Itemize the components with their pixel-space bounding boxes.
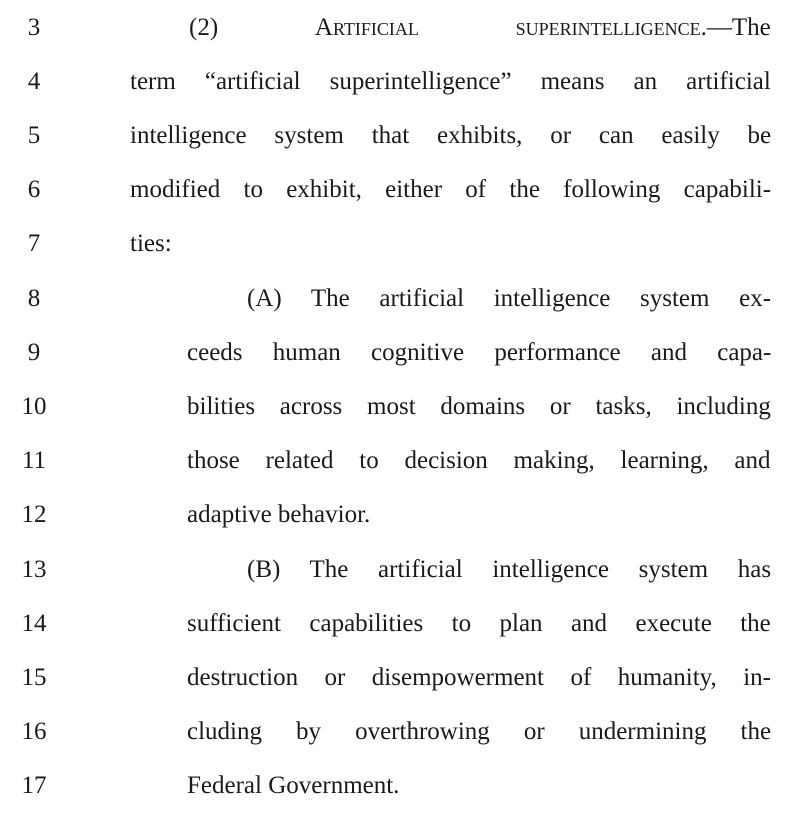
line-number: 13 — [21, 556, 47, 583]
bill-line — [0, 13, 797, 67]
line-number: 11 — [21, 447, 47, 474]
line-text: ceeds human cognitive performance and capa- — [187, 339, 772, 366]
bill-line — [0, 555, 797, 609]
line-text: ties: — [130, 230, 172, 257]
line-text: adaptive behavior. — [187, 501, 371, 528]
line-number: 17 — [21, 772, 47, 799]
line-text: intelligence system that exhibits, or can easily be — [130, 122, 772, 149]
line-text: (B) The artificial intelligence system has — [247, 556, 772, 583]
bill-line — [0, 717, 797, 771]
defined-term-word-2: superintelligence — [515, 14, 701, 41]
line-text: (A) The artificial intelligence system ex- — [247, 285, 772, 312]
line-number: 14 — [21, 610, 47, 637]
line-number: 12 — [21, 501, 47, 528]
defined-term-word-1: Artificial — [314, 14, 419, 41]
line-number: 6 — [27, 176, 41, 203]
bill-line — [0, 175, 797, 229]
bill-line — [0, 446, 797, 500]
line-number: 4 — [27, 68, 41, 95]
paragraph-heading — [189, 13, 771, 43]
line-number: 3 — [27, 14, 41, 41]
line-number: 5 — [27, 122, 41, 149]
line-text: sufficient capabilities to plan and execute the — [187, 610, 771, 637]
line-number: 16 — [21, 718, 47, 745]
bill-line — [0, 121, 797, 175]
line-text: term “artificial superintelligence” means an artificial — [130, 68, 771, 95]
line-text: bilities across most domains or tasks, including — [187, 393, 771, 420]
line-number: 9 — [27, 339, 41, 366]
bill-line — [0, 338, 797, 392]
line-number: 10 — [21, 393, 47, 420]
bill-line — [0, 771, 797, 825]
paragraph-number: (2) — [189, 14, 219, 41]
bill-line — [0, 392, 797, 446]
bill-line — [0, 500, 797, 554]
bill-line — [0, 284, 797, 338]
bill-line — [0, 67, 797, 121]
line-text: destruction or disempowerment of humanity, in- — [187, 664, 771, 691]
line-number: 15 — [21, 664, 47, 691]
bill-line — [0, 229, 797, 283]
bill-line — [0, 609, 797, 663]
heading-tail: .—The — [700, 14, 771, 41]
line-number: 7 — [27, 230, 41, 257]
line-text: those related to decision making, learning, and — [187, 447, 771, 474]
line-text: Federal Government. — [187, 772, 400, 799]
bill-line — [0, 663, 797, 717]
line-text: cluding by overthrowing or undermining the — [187, 718, 772, 745]
line-number: 8 — [27, 285, 41, 312]
line-text: modified to exhibit, either of the following capabili- — [130, 176, 772, 203]
